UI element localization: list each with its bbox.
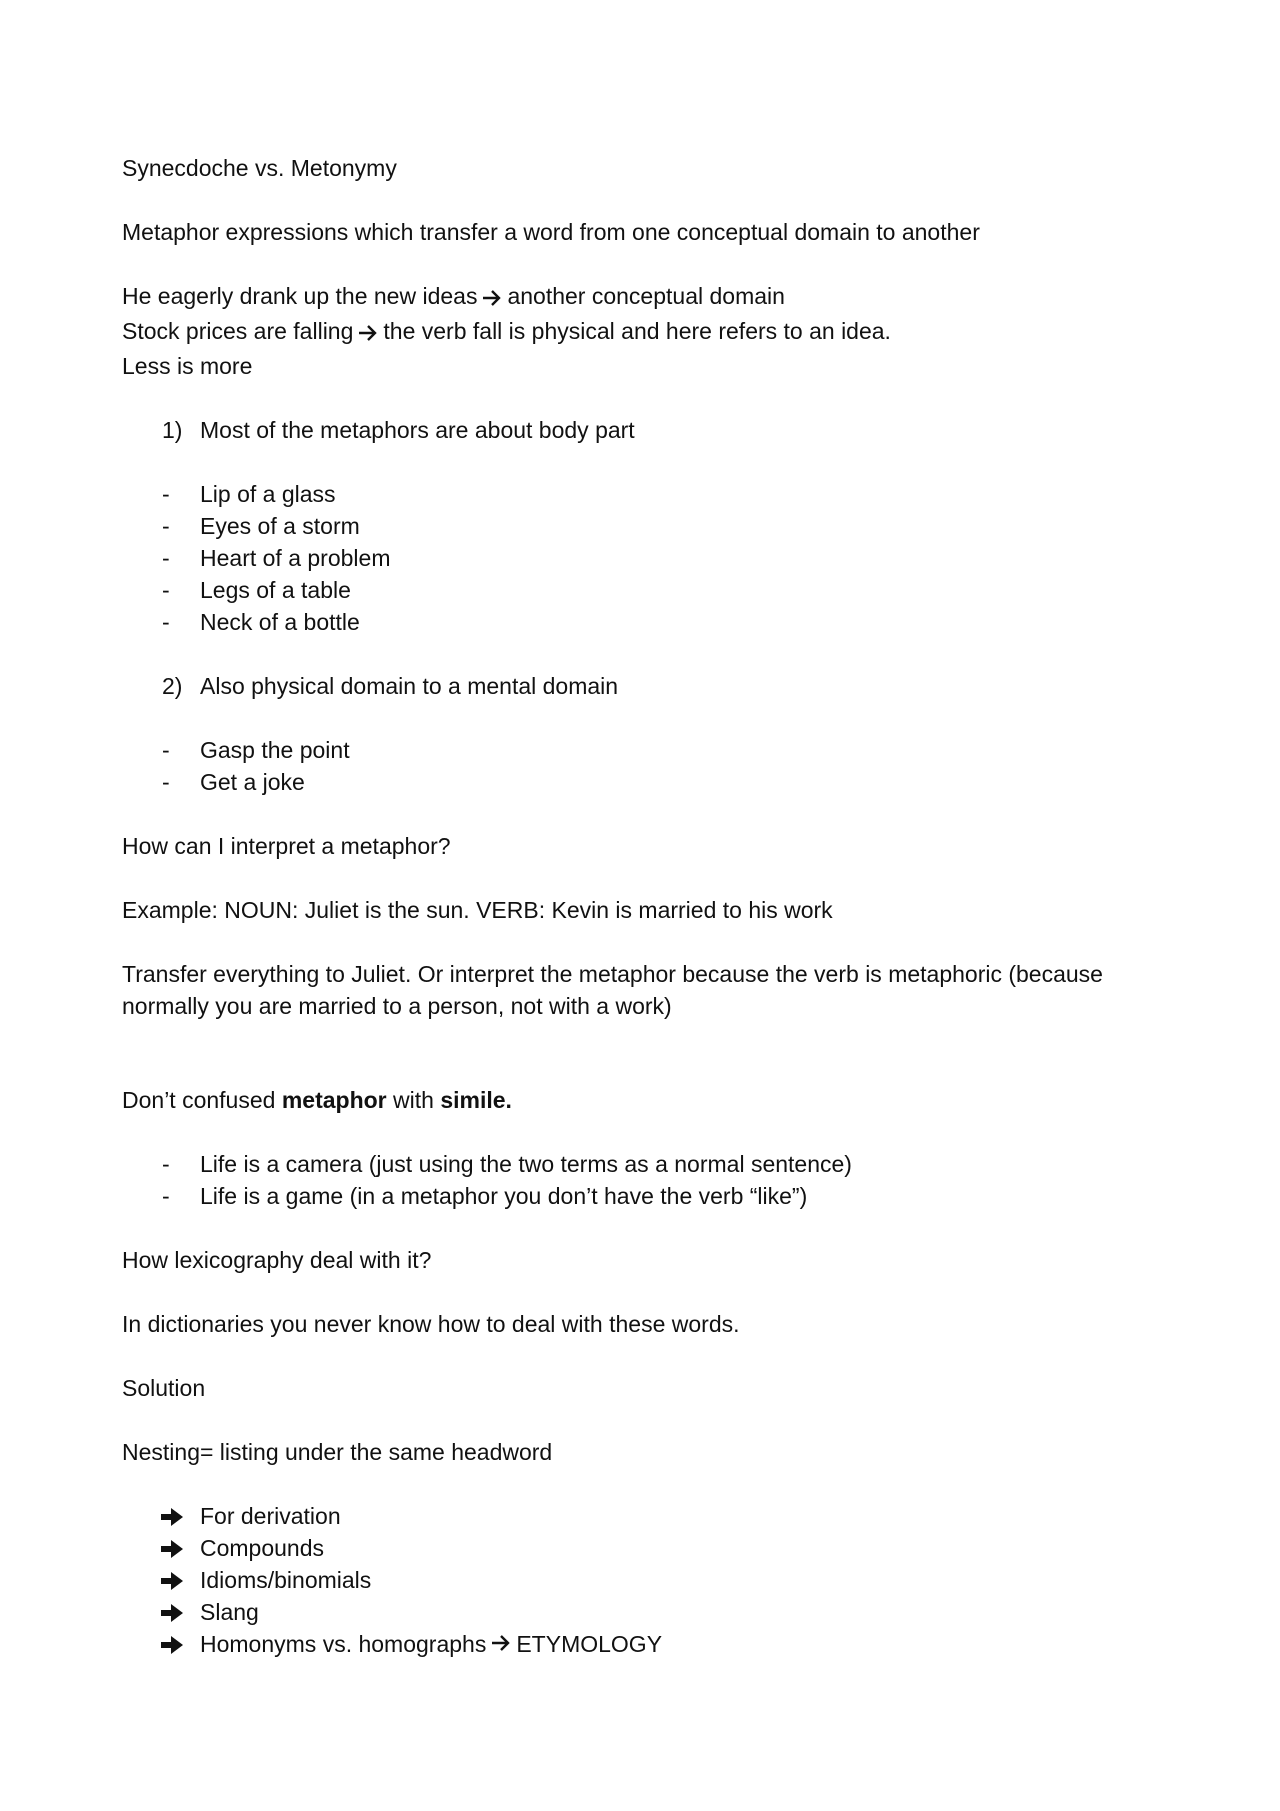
dash-bullet: - bbox=[162, 481, 170, 507]
example-line-1 bbox=[122, 280, 1162, 315]
example-line-3: Less is more bbox=[122, 353, 253, 379]
bold-arrow-icon bbox=[122, 1532, 200, 1564]
bold-arrow-icon bbox=[122, 1596, 200, 1628]
confuse-pre: Don’t confused bbox=[122, 1087, 282, 1113]
list-item-text: Slang bbox=[200, 1599, 259, 1625]
dictionaries-text: In dictionaries you never know how to deal with these words. bbox=[122, 1311, 740, 1337]
example-2-left: Stock prices are falling bbox=[122, 318, 354, 344]
bold-arrow-icon bbox=[122, 1628, 200, 1660]
list-item bbox=[122, 542, 1162, 574]
numbered-item-1 bbox=[122, 414, 1162, 446]
list-item-text: Get a joke bbox=[200, 769, 305, 795]
transfer-paragraph: Transfer everything to Juliet. Or interpret the metaphor because the verb is metaphoric (because normally you are married to a person, not with a work) bbox=[122, 961, 1103, 1019]
item-number: 1) bbox=[162, 417, 183, 443]
example-1-left: He eagerly drank up the new ideas bbox=[122, 283, 478, 309]
question-heading: How can I interpret a metaphor? bbox=[122, 833, 451, 859]
list-item-text: Legs of a table bbox=[200, 577, 351, 603]
lexicography-question: How lexicography deal with it? bbox=[122, 1247, 432, 1273]
confuse-mid: with bbox=[386, 1087, 441, 1113]
list-item bbox=[122, 766, 1162, 798]
example-sentence: Example: NOUN: Juliet is the sun. VERB: Kevin is married to his work bbox=[122, 897, 833, 923]
dash-bullet: - bbox=[162, 737, 170, 763]
arrow-list-item bbox=[122, 1628, 1162, 1660]
list-item-text: For derivation bbox=[200, 1503, 341, 1529]
bold-arrow-icon bbox=[122, 1500, 200, 1532]
item-text: Also physical domain to a mental domain bbox=[200, 673, 619, 699]
list-item bbox=[122, 1148, 1162, 1180]
example-2-right: the verb fall is physical and here refers to an idea. bbox=[383, 318, 891, 344]
numbered-item-2 bbox=[122, 670, 1162, 702]
right-arrow-icon bbox=[490, 1628, 512, 1660]
item-number: 2) bbox=[162, 673, 183, 699]
confuse-line bbox=[122, 1084, 1162, 1116]
right-arrow-icon bbox=[481, 283, 503, 315]
list-item-text: Eyes of a storm bbox=[200, 513, 360, 539]
list-item-text: Life is a game (in a metaphor you don’t have the verb “like”) bbox=[200, 1183, 808, 1209]
example-1-right: another conceptual domain bbox=[507, 283, 785, 309]
list-item-text: Lip of a glass bbox=[200, 481, 336, 507]
arrow-list-item bbox=[122, 1596, 1162, 1628]
example-line-2 bbox=[122, 315, 1162, 350]
dash-bullet: - bbox=[162, 513, 170, 539]
list-item bbox=[122, 606, 1162, 638]
list-item-text: Gasp the point bbox=[200, 737, 350, 763]
document-page bbox=[122, 152, 1162, 1660]
metaphor-term: metaphor bbox=[281, 1087, 387, 1113]
doc-title: Synecdoche vs. Metonymy bbox=[122, 155, 397, 181]
dash-bullet: - bbox=[162, 545, 170, 571]
last-item-right: ETYMOLOGY bbox=[516, 1631, 663, 1657]
list-item-text: Neck of a bottle bbox=[200, 609, 360, 635]
dash-bullet: - bbox=[162, 769, 170, 795]
list-item bbox=[122, 510, 1162, 542]
list-item bbox=[122, 574, 1162, 606]
definition-text: Metaphor expressions which transfer a word from one conceptual domain to another bbox=[122, 219, 980, 245]
bold-arrow-icon bbox=[122, 1564, 200, 1596]
arrow-list-item bbox=[122, 1532, 1162, 1564]
dash-bullet: - bbox=[162, 577, 170, 603]
list-item-text: Heart of a problem bbox=[200, 545, 391, 571]
last-item-left: Homonyms vs. homographs bbox=[200, 1631, 487, 1657]
list-item bbox=[122, 734, 1162, 766]
dash-bullet: - bbox=[162, 609, 170, 635]
list-item bbox=[122, 478, 1162, 510]
solution-heading: Solution bbox=[122, 1375, 206, 1401]
dash-bullet: - bbox=[162, 1151, 170, 1177]
arrow-list-item bbox=[122, 1500, 1162, 1532]
list-item-text: Life is a camera (just using the two terms as a normal sentence) bbox=[200, 1151, 852, 1177]
list-item bbox=[122, 1180, 1162, 1212]
item-text: Most of the metaphors are about body part bbox=[200, 417, 635, 443]
list-item-text: Compounds bbox=[200, 1535, 325, 1561]
dash-bullet: - bbox=[162, 1183, 170, 1209]
right-arrow-icon bbox=[357, 318, 379, 350]
list-item-text: Idioms/binomials bbox=[200, 1567, 372, 1593]
arrow-list-item bbox=[122, 1564, 1162, 1596]
nesting-definition: Nesting= listing under the same headword bbox=[122, 1439, 553, 1465]
simile-term: simile. bbox=[440, 1087, 512, 1113]
